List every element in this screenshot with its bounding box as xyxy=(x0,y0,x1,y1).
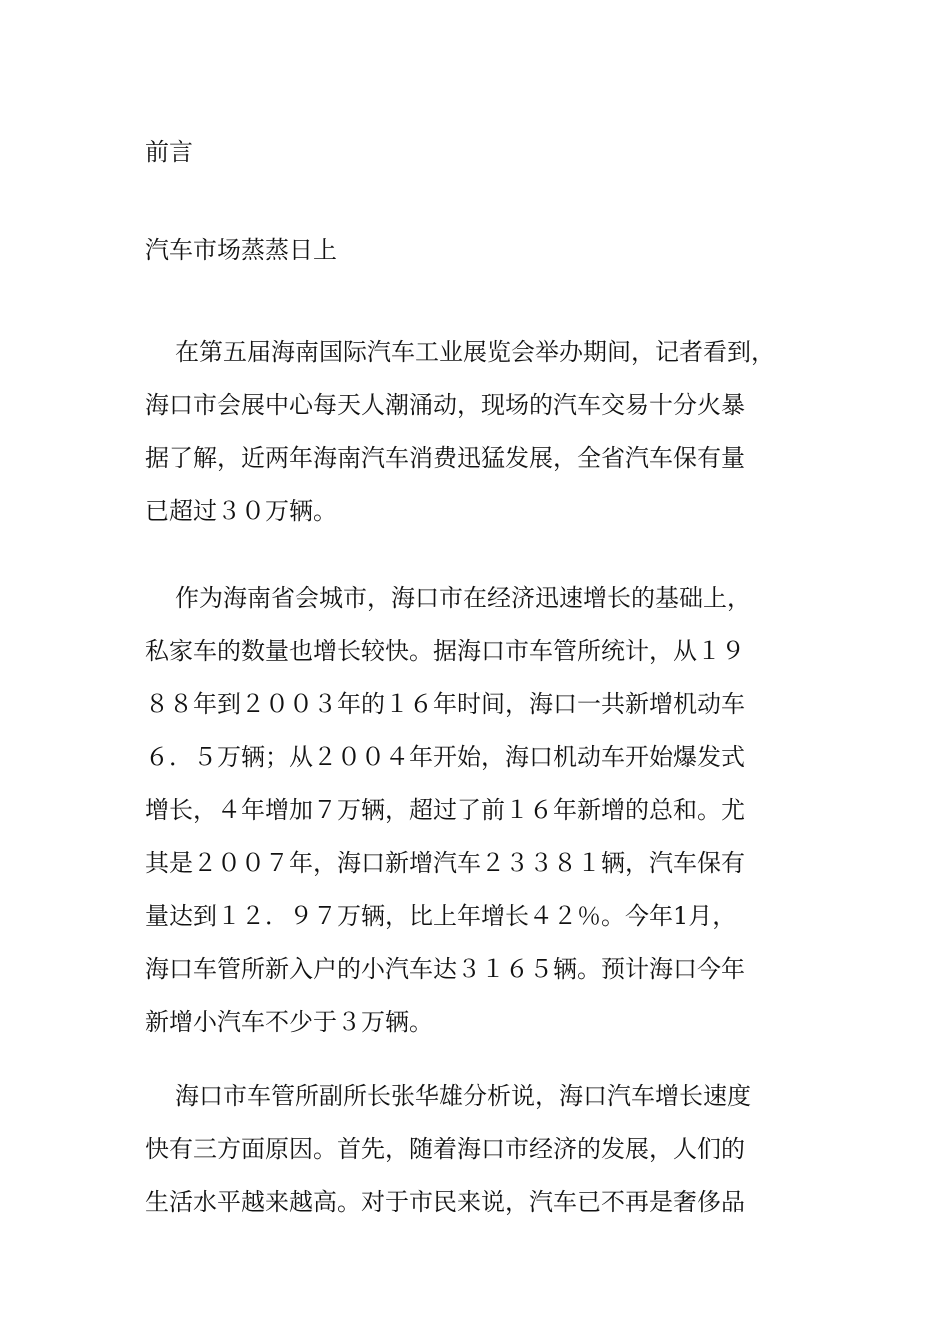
paragraph-3 xyxy=(145,1070,825,1229)
paragraph-1 xyxy=(145,326,825,538)
paragraph-line: 据了解，近两年海南汽车消费迅猛发展，全省汽车保有量 xyxy=(145,444,745,472)
paragraph-line: 增长，４年增加７万辆，超过了前１６年新增的总和。尤 xyxy=(145,796,745,824)
paragraph-line: 私家车的数量也增长较快。据海口市车管所统计，从１９ xyxy=(145,637,745,665)
paragraph-line: 新增小汽车不少于３万辆。 xyxy=(145,1008,433,1036)
paragraph-line: 海口市会展中心每天人潮涌动，现场的汽车交易十分火暴 xyxy=(145,391,745,419)
paragraph-line: ６．５万辆；从２００４年开始，海口机动车开始爆发式 xyxy=(145,743,745,771)
paragraph-line: 已超过３０万辆。 xyxy=(145,497,337,525)
heading-preface: 前言 xyxy=(145,138,193,166)
paragraph-line: 海口车管所新入户的小汽车达３１６５辆。预计海口今年 xyxy=(145,955,745,983)
paragraph-2 xyxy=(145,572,825,1049)
paragraph-line: 快有三方面原因。首先，随着海口市经济的发展，人们的 xyxy=(145,1135,745,1163)
paragraph-line: 量达到１２．９７万辆，比上年增长４２％。今年1月， xyxy=(145,902,737,930)
section-title: 汽车市场蒸蒸日上 xyxy=(145,236,337,264)
paragraph-line: 海口市车管所副所长张华雄分析说，海口汽车增长速度 xyxy=(175,1082,751,1110)
paragraph-line: ８８年到２００３年的１６年时间，海口一共新增机动车 xyxy=(145,690,745,718)
paragraph-line: 其是２００７年，海口新增汽车２３３８１辆，汽车保有 xyxy=(145,849,745,877)
paragraph-line: 生活水平越来越高。对于市民来说，汽车已不再是奢侈品 xyxy=(145,1188,745,1216)
paragraph-line: 在第五届海南国际汽车工业展览会举办期间，记者看到， xyxy=(175,338,775,366)
paragraph-line: 作为海南省会城市，海口市在经济迅速增长的基础上， xyxy=(175,584,751,612)
